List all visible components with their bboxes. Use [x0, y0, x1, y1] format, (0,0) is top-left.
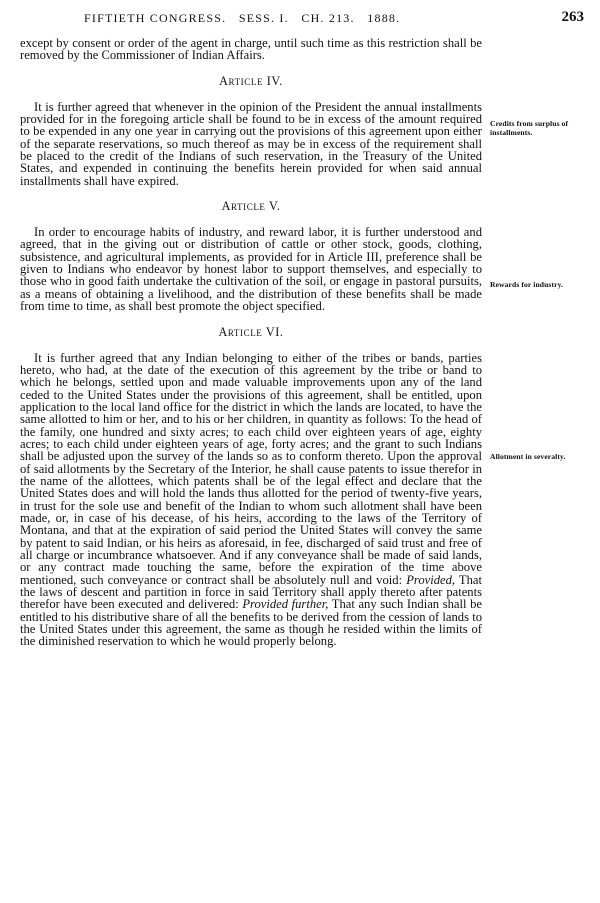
margin-note-rewards: Rewards for industry. [490, 280, 564, 289]
proviso-further-label: Provided further, [242, 597, 329, 612]
article-iv-text: It is further agreed that whenever in the opinion of the President the annual installments provided for in the foregoing article shall be found to be in excess of the amount required to be expended in any one year in carrying out the provisions of this agreement upon either of the separate reservations, so much thereof as may be in excess of the requirement shall be placed to the credit of the Indians of such reservation, in the Treasury of the United States, and expended in continuing the benefits herein provided for when said annual installments shall have expired. [20, 99, 482, 188]
article-v-text: In order to encourage habits of industry, and reward labor, it is further understood and agreed, that in the giving out or distribution of cattle or other stock, goods, clothing, subsistence, and agricultural implements, as provided for in Article III, preference shall be given to Indians who endeavor by honest labor to support themselves, and especially to those who in good faith undertake the cultivation of the soil, or engage in pastoral pursuits, as a means of obtaining a livelihood, and the distribution of these benefits shall be made from time to time, as shall best promote the object specified. [20, 225, 482, 314]
page-header [26, 9, 584, 29]
margin-note-credits: Credits from surplus of installments. [490, 119, 569, 137]
page-number: 263 [561, 9, 584, 25]
margin-note-allotment: Allotment in severalty. [490, 452, 566, 461]
intro-paragraph: except by consent or order of the agent in charge, until such time as this restriction shall be removed by the Commissioner of Indian Affairs. [20, 36, 482, 63]
article-vi-text-part2: That the laws of descent and partition in force in said Territory shall apply thereto after patents therefor have been executed and delivered: [20, 572, 482, 612]
article-vi-text-part1: It is further agreed that any Indian belonging to either of the tribes or bands, parties hereto, who had, at the date of the execution of this agreement by the tribe or band to which he belongs, settled upon and made valuable improvements upon any of the land ceded to the United States under the provisions of this agreement, shall be entitled, upon application to the local land office for the district in which the lands are located, to have the same allotted to him or her, and to his or her children, in quantity as follows: To the head of the family, one hundred and sixty acres; to each child over eighteen years of age, eighty acres; to each child under eighteen years of age, forty acres; and the grant to such Indians shall be adjusted upon the survey of the lands so as to conform thereto. Upon the approval of said allotments by the Secretary of the Interior, he shall cause patents to issue therefor in the name of the allottees, which patents shall be of the legal effect and declare that the United States does and will hold the lands thus allotted for the period of twenty-five years, in trust for the sole use and benefit of the Indian to whom such allotment shall have been made, or, in case of his decease, of his heirs, according to the laws of the Territory of Montana, and that at the expiration of said period the United States will convey the same by patent to said Indian, or his heirs as aforesaid, in fee, discharged of said trust and free of all charge or incumbrance whatsoever. And if any conveyance shall be made of said lands, or any contract made touching the same, before the expiration of the time above mentioned, such conveyance or contract shall be absolutely null and void: [20, 350, 482, 587]
article-vi-heading: Article VI. [218, 324, 284, 339]
article-vi-text [20, 352, 482, 648]
proviso-label: Provided, [406, 572, 456, 587]
page-body [20, 37, 482, 648]
article-iv-heading: Article IV. [219, 73, 283, 88]
article-v-heading: Article V. [221, 199, 281, 214]
article-vi-text-part3: That any such Indian shall be entitled to his distributive share of all the benefits to be derived from the cession of lands to the United States under this agreement, the same as though he resided within the limits of the diminished reservation to which he would properly belong. [20, 597, 482, 649]
running-head: FIFTIETH CONGRESS. SESS. I. CH. 213. 1888. [84, 11, 401, 25]
